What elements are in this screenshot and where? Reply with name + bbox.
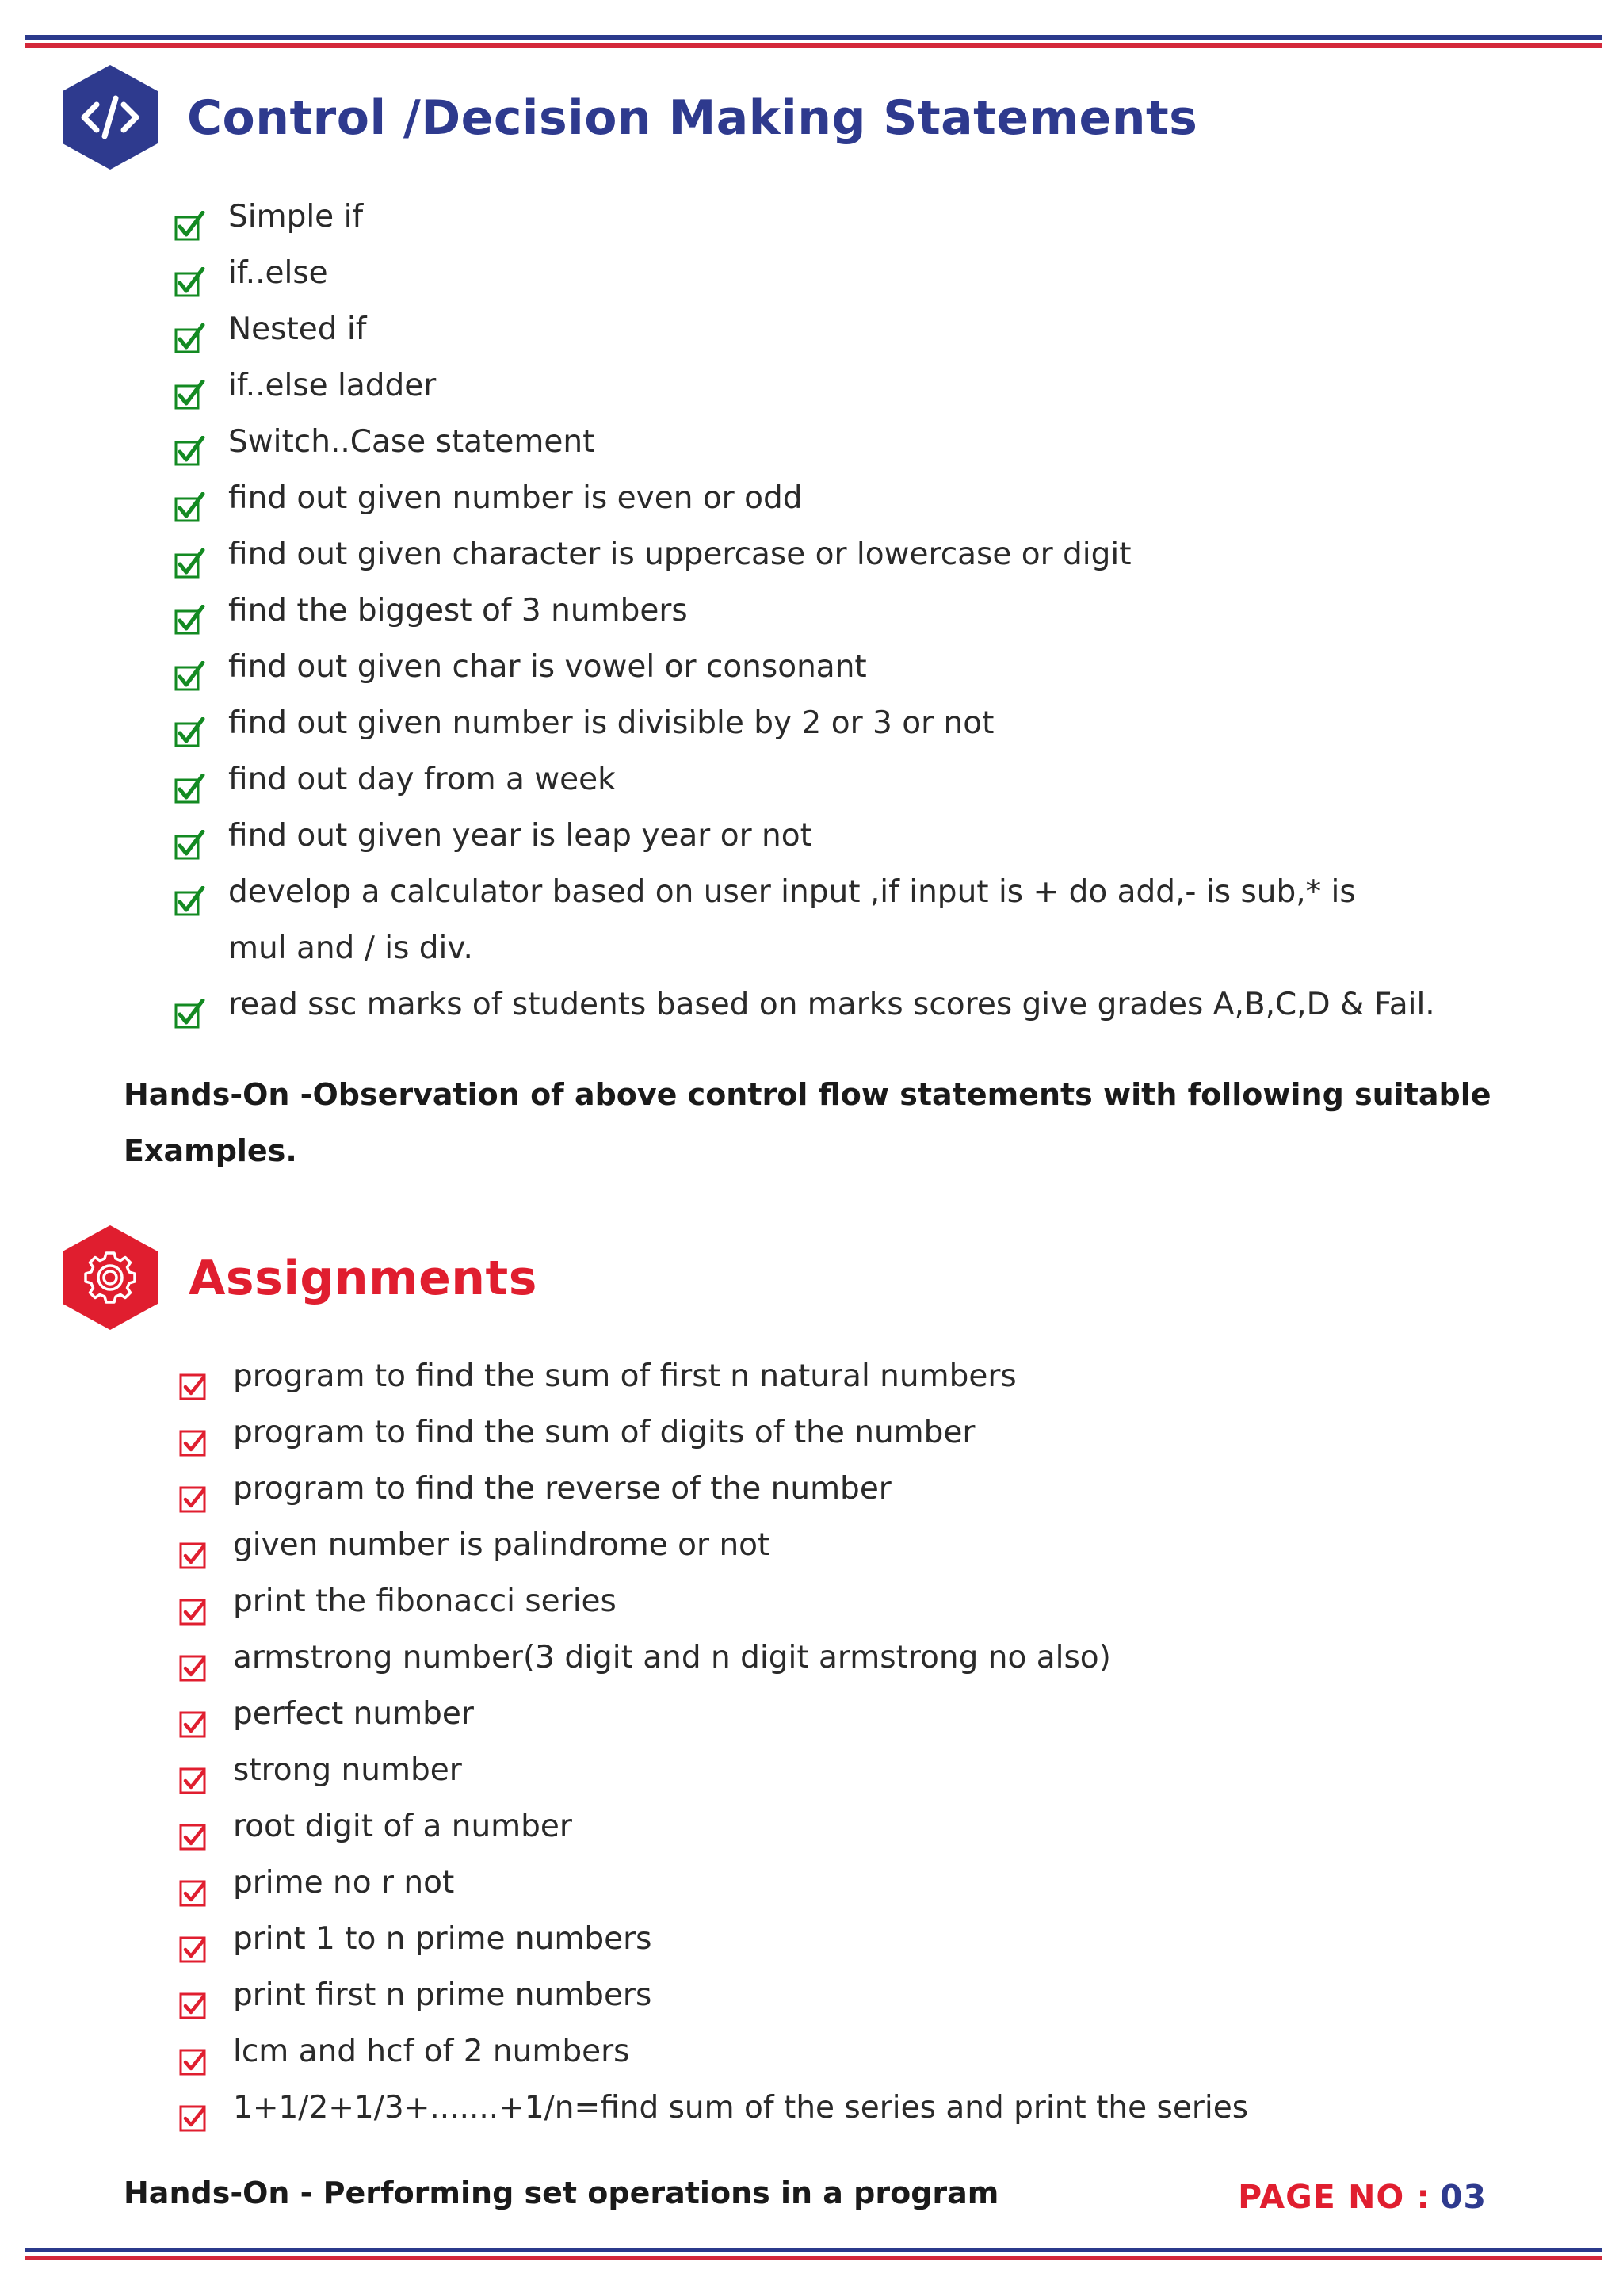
list-item bbox=[179, 2023, 1248, 2080]
red-check-icon bbox=[179, 1870, 206, 1897]
red-check-icon bbox=[179, 1758, 206, 1785]
red-check-icon bbox=[179, 1702, 206, 1729]
green-check-icon bbox=[174, 598, 201, 625]
list-item bbox=[174, 808, 1435, 864]
list-item-label: program to find the sum of first n natural numbers bbox=[233, 1358, 1017, 1394]
green-check-icon bbox=[174, 317, 201, 344]
handson-set-operations: Hands-On - Performing set operations in a program bbox=[124, 2176, 999, 2210]
red-check-icon bbox=[179, 1814, 206, 1841]
red-check-icon bbox=[179, 1364, 206, 1391]
green-check-icon bbox=[174, 823, 201, 850]
list-item-label: print 1 to n prime numbers bbox=[233, 1921, 652, 1957]
list-item-label: prime no r not bbox=[233, 1865, 455, 1901]
list-item bbox=[179, 1573, 1248, 1629]
list-item bbox=[179, 1629, 1248, 1686]
list-item bbox=[174, 751, 1435, 808]
green-check-icon bbox=[174, 655, 201, 682]
list-item-label: lcm and hcf of 2 numbers bbox=[233, 2034, 630, 2069]
list-item-label: armstrong number(3 digit and n digit armstrong no also) bbox=[233, 1640, 1111, 1675]
list-item-label: perfect number bbox=[233, 1696, 474, 1732]
list-item bbox=[174, 864, 1435, 976]
list-item bbox=[174, 301, 1435, 357]
list-item-label: strong number bbox=[233, 1752, 462, 1788]
handson-line-2: Examples. bbox=[124, 1133, 297, 1168]
list-item-label: print the fibonacci series bbox=[233, 1584, 617, 1619]
list-item-continuation: mul and / is div. bbox=[228, 930, 473, 966]
red-check-icon bbox=[179, 2039, 206, 2066]
control-statements-list bbox=[174, 189, 1435, 1033]
list-item bbox=[179, 1967, 1248, 2023]
red-check-icon bbox=[179, 1589, 206, 1616]
list-item bbox=[179, 1798, 1248, 1855]
page-number-value: 03 bbox=[1439, 2178, 1487, 2216]
list-item bbox=[174, 189, 1435, 245]
handson-observation bbox=[124, 1067, 1491, 1179]
red-check-icon bbox=[179, 1477, 206, 1503]
list-item bbox=[174, 695, 1435, 751]
green-check-icon bbox=[174, 711, 201, 738]
green-check-icon bbox=[174, 767, 201, 794]
list-item bbox=[179, 2080, 1248, 2136]
red-check-icon bbox=[179, 1533, 206, 1560]
list-item bbox=[179, 1686, 1248, 1742]
list-item bbox=[179, 1742, 1248, 1798]
list-item-label: program to find the reverse of the number bbox=[233, 1471, 892, 1507]
bottom-rule-red bbox=[25, 2256, 1602, 2260]
list-item-label: find out given char is vowel or consonant bbox=[228, 649, 867, 685]
list-item bbox=[179, 1348, 1248, 1404]
list-item bbox=[174, 414, 1435, 470]
red-check-icon bbox=[179, 2095, 206, 2122]
list-item bbox=[179, 1911, 1248, 1967]
list-item-label: read ssc marks of students based on marks scores give grades A,B,C,D & Fail. bbox=[228, 987, 1435, 1022]
green-check-icon bbox=[174, 430, 201, 457]
top-rule-blue bbox=[25, 35, 1602, 40]
list-item-label: program to find the sum of digits of the number bbox=[233, 1415, 976, 1450]
list-item-label: 1+1/2+1/3+.......+1/n=find sum of the series and print the series bbox=[233, 2090, 1249, 2126]
list-item bbox=[174, 976, 1435, 1033]
list-item bbox=[174, 357, 1435, 414]
green-check-icon bbox=[174, 373, 201, 400]
red-check-icon bbox=[179, 1983, 206, 2010]
handson-line-1: Hands-On -Observation of above control flow statements with following suitable bbox=[124, 1077, 1491, 1112]
list-item-label: given number is palindrome or not bbox=[233, 1527, 770, 1563]
list-item bbox=[174, 639, 1435, 695]
section-title-control-statements: Control /Decision Making Statements bbox=[187, 90, 1198, 146]
top-rule-red bbox=[25, 43, 1602, 48]
list-item-label: find out given character is uppercase or lowercase or digit bbox=[228, 537, 1132, 572]
red-check-icon bbox=[179, 1927, 206, 1954]
list-item-label: find out day from a week bbox=[228, 762, 616, 797]
page-number bbox=[1238, 2178, 1487, 2216]
bottom-rule-blue bbox=[25, 2248, 1602, 2252]
list-item-label: root digit of a number bbox=[233, 1809, 572, 1844]
green-check-icon bbox=[174, 880, 201, 907]
green-check-icon bbox=[174, 542, 201, 569]
gear-icon bbox=[63, 1225, 158, 1330]
list-item-label: find out given year is leap year or not bbox=[228, 818, 812, 854]
list-item bbox=[179, 1855, 1248, 1911]
list-item-label: find the biggest of 3 numbers bbox=[228, 593, 688, 628]
list-item bbox=[174, 583, 1435, 639]
green-check-icon bbox=[174, 204, 201, 231]
section-title-assignments: Assignments bbox=[189, 1251, 537, 1306]
list-item-label: print first n prime numbers bbox=[233, 1977, 652, 2013]
list-item bbox=[174, 526, 1435, 583]
code-icon bbox=[63, 65, 158, 170]
red-check-icon bbox=[179, 1420, 206, 1447]
list-item-label: develop a calculator based on user input ,if input is + do add,- is sub,* is bbox=[228, 874, 1356, 910]
page-number-label: PAGE NO : bbox=[1238, 2178, 1430, 2216]
list-item-label: Simple if bbox=[228, 199, 364, 235]
list-item-label: Nested if bbox=[228, 311, 367, 347]
list-item bbox=[179, 1461, 1248, 1517]
assignments-list bbox=[179, 1348, 1248, 2136]
green-check-icon bbox=[174, 261, 201, 288]
list-item-label: Switch..Case statement bbox=[228, 424, 595, 460]
list-item-label: if..else ladder bbox=[228, 368, 437, 403]
list-item bbox=[179, 1517, 1248, 1573]
list-item bbox=[174, 470, 1435, 526]
list-item bbox=[179, 1404, 1248, 1461]
list-item-label: if..else bbox=[228, 255, 328, 291]
red-check-icon bbox=[179, 1645, 206, 1672]
green-check-icon bbox=[174, 486, 201, 513]
green-check-icon bbox=[174, 992, 201, 1019]
list-item bbox=[174, 245, 1435, 301]
list-item-label: find out given number is divisible by 2 or 3 or not bbox=[228, 705, 995, 741]
list-item-label: find out given number is even or odd bbox=[228, 480, 803, 516]
